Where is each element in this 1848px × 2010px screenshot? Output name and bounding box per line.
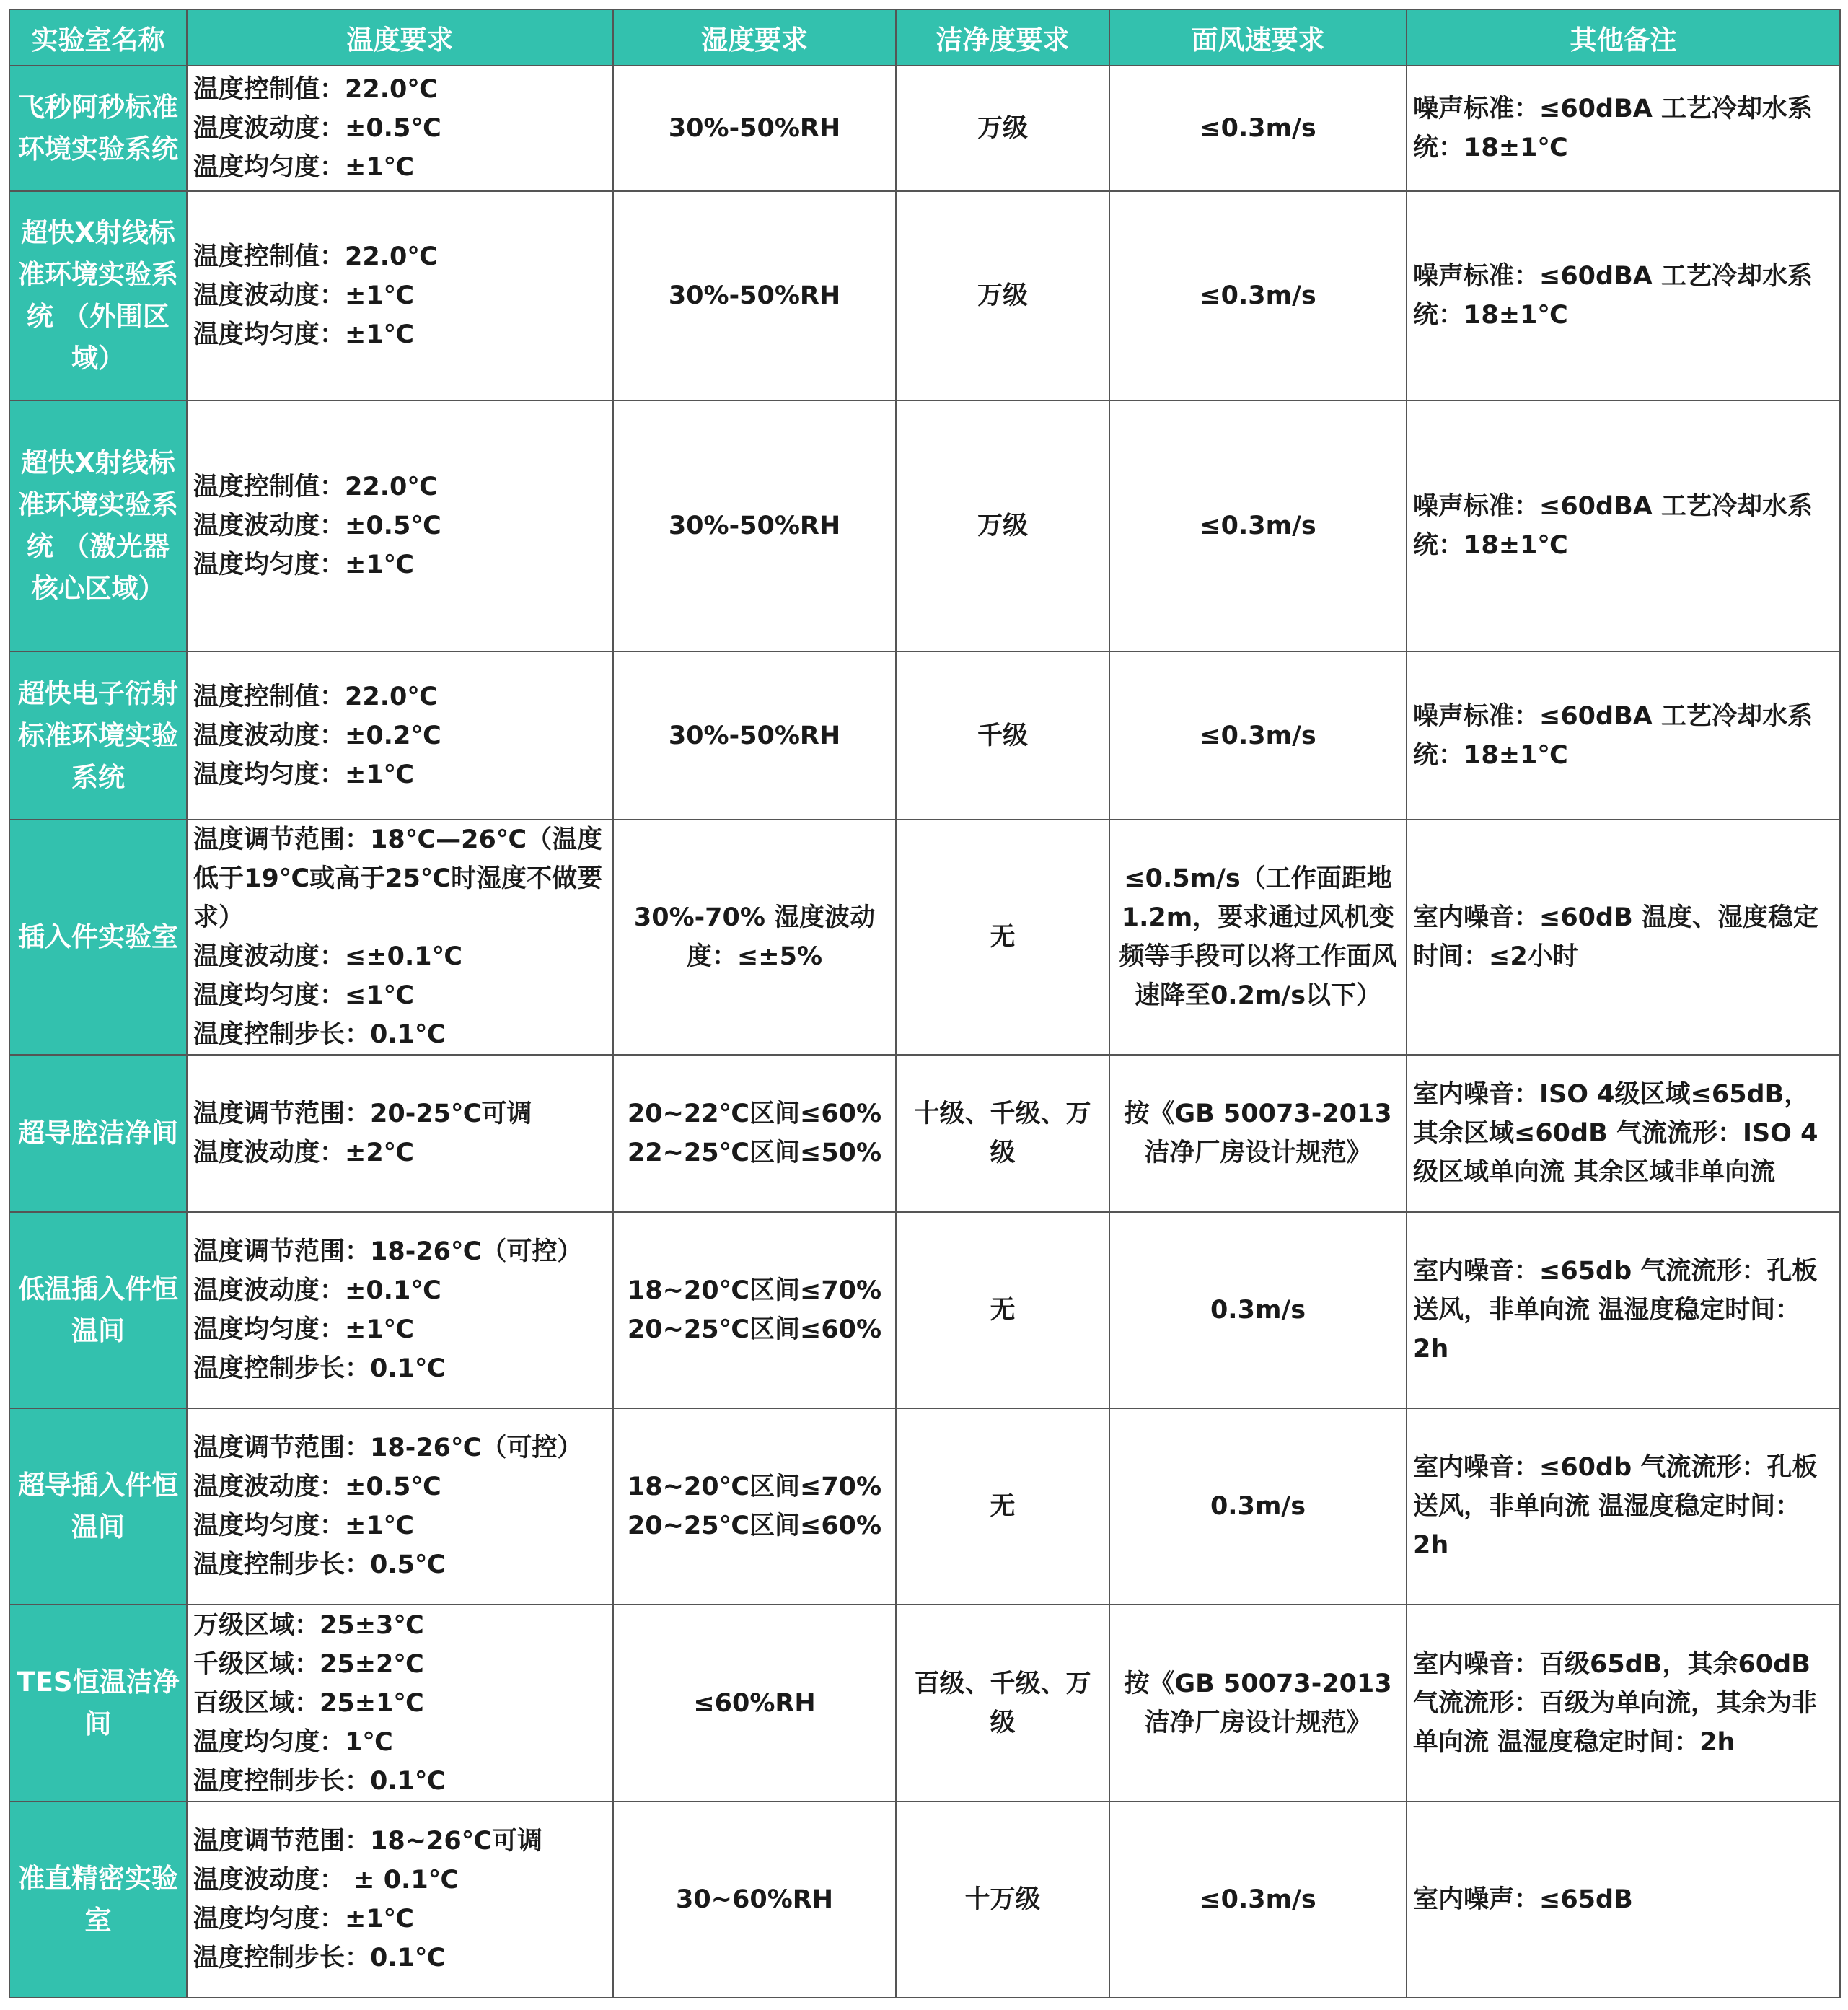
temperature-cell [187,1212,613,1408]
temperature-line: 万级区域：25±3℃ [193,1610,424,1640]
humidity-cell: 30%-50%RH [613,66,896,191]
lab-name-cell: 低温插入件恒温间 [9,1212,187,1408]
lab-name-cell: 超导插入件恒温间 [9,1408,187,1605]
temperature-line: 温度波动度：±0.5℃ [193,1473,441,1501]
humidity-line: 20~25℃区间≤60% [627,1315,882,1344]
header-notes: 其他备注 [1407,9,1840,66]
airspeed-cell: ≤0.3m/s [1109,191,1407,400]
header-lab-name: 实验室名称 [9,9,187,66]
cleanliness-cell: 十万级 [896,1801,1109,1998]
temperature-cell [187,66,613,191]
notes-cell: 室内噪音：ISO 4级区域≤65dB，其余区域≤60dB 气流流形：ISO 4级区域单向流 其余区域非单向流 [1407,1055,1840,1212]
humidity-cell: 30%-50%RH [613,400,896,651]
notes-cell: 噪声标准：≤60dBA 工艺冷却水系统：18±1℃ [1407,191,1840,400]
temperature-line: 温度波动度：±1℃ [193,281,415,310]
notes-cell: 室内噪音：≤60dB 温度、湿度稳定时间：≤2小时 [1407,820,1840,1055]
lab-name-cell: 超快X射线标准环境实验系统 （激光器核心区域） [9,400,187,651]
airspeed-cell: 按《GB 50073-2013洁净厂房设计规范》 [1109,1055,1407,1212]
notes-cell: 室内噪音：百级65dB，其余60dB 气流流形：百级为单向流，其余为非单向流 温湿度稳定时间：2h [1407,1605,1840,1801]
temperature-line: 温度调节范围：20-25℃可调 [193,1100,532,1128]
temperature-line: 温度波动度：±0.2℃ [193,721,441,750]
cleanliness-cell: 万级 [896,191,1109,400]
airspeed-cell: ≤0.3m/s [1109,651,1407,820]
cleanliness-cell: 万级 [896,66,1109,191]
cleanliness-cell: 百级、千级、万级 [896,1605,1109,1801]
cleanliness-cell: 千级 [896,651,1109,820]
airspeed-cell: 0.3m/s [1109,1408,1407,1605]
notes-cell: 室内噪音：≤65db 气流流形：孔板送风，非单向流 温湿度稳定时间：2h [1407,1212,1840,1408]
humidity-line: 18~20℃区间≤70% [627,1473,882,1501]
cleanliness-cell: 十级、千级、万级 [896,1055,1109,1212]
header-cleanliness: 洁净度要求 [896,9,1109,66]
temperature-line: 温度控制值：22.0℃ [193,242,438,271]
cleanliness-cell: 无 [896,1212,1109,1408]
temperature-line: 温度波动度：±0.1℃ [193,1276,441,1305]
airspeed-cell: 0.3m/s [1109,1212,1407,1408]
humidity-cell [613,1212,896,1408]
temperature-line: 温度控制步长：0.1℃ [193,1766,446,1796]
table-row [9,1212,1840,1408]
temperature-cell [187,651,613,820]
temperature-cell [187,400,613,651]
temperature-line: 温度波动度：≤±0.1℃ [193,942,463,971]
temperature-cell [187,1055,613,1212]
lab-name-cell: 超快电子衍射标准环境实验系统 [9,651,187,820]
temperature-line: 温度控制步长：0.5℃ [193,1550,446,1579]
table-row [9,1408,1840,1605]
temperature-line: 温度均匀度：±1℃ [193,1511,415,1540]
notes-cell: 噪声标准：≤60dBA 工艺冷却水系统：18±1℃ [1407,651,1840,820]
lab-name-cell: TES恒温洁净间 [9,1605,187,1801]
temperature-line: 百级区域：25±1℃ [193,1688,424,1718]
temperature-line: 温度调节范围：18~26℃可调 [193,1827,543,1856]
temperature-line: 温度均匀度：±1℃ [193,550,415,579]
temperature-cell [187,820,613,1055]
header-humidity: 湿度要求 [613,9,896,66]
temperature-line: 温度波动度：±2℃ [193,1138,415,1167]
notes-cell: 噪声标准：≤60dBA 工艺冷却水系统：18±1℃ [1407,66,1840,191]
table-row [9,1605,1840,1801]
cleanliness-cell: 万级 [896,400,1109,651]
temperature-line: 温度控制值：22.0℃ [193,473,438,501]
temperature-cell [187,1605,613,1801]
lab-requirements-table [9,9,1841,1998]
temperature-line: 温度均匀度：≤1℃ [193,981,415,1010]
temperature-line: 温度调节范围：18℃—26℃（温度低于19℃或高于25℃时湿度不做要求） [193,825,603,932]
temperature-line: 温度控制步长：0.1℃ [193,1020,446,1049]
notes-cell: 室内噪音：≤60db 气流流形：孔板送风，非单向流 温湿度稳定时间：2h [1407,1408,1840,1605]
header-row [9,9,1840,66]
temperature-line: 温度波动度： ± 0.1℃ [193,1866,459,1895]
cleanliness-cell: 无 [896,1408,1109,1605]
temperature-cell [187,191,613,400]
airspeed-cell: ≤0.3m/s [1109,66,1407,191]
humidity-line: 22~25℃区间≤50% [627,1138,882,1167]
cleanliness-cell: 无 [896,820,1109,1055]
humidity-cell: 30%-50%RH [613,651,896,820]
temperature-line: 温度控制步长：0.1℃ [193,1944,446,1972]
table-row [9,66,1840,191]
lab-name-cell: 飞秒阿秒标准环境实验系统 [9,66,187,191]
temperature-line: 温度调节范围：18-26℃（可控） [193,1434,583,1462]
humidity-cell: ≤60%RH [613,1605,896,1801]
lab-name-cell: 插入件实验室 [9,820,187,1055]
header-airspeed: 面风速要求 [1109,9,1407,66]
temperature-line: 温度均匀度：±1℃ [193,760,415,789]
notes-cell: 噪声标准：≤60dBA 工艺冷却水系统：18±1℃ [1407,400,1840,651]
notes-cell: 室内噪声：≤65dB [1407,1801,1840,1998]
temperature-cell [187,1801,613,1998]
temperature-line: 温度均匀度：1℃ [193,1727,393,1757]
humidity-line: 20~25℃区间≤60% [627,1511,882,1540]
airspeed-cell: ≤0.3m/s [1109,1801,1407,1998]
temperature-line: 温度控制步长：0.1℃ [193,1354,446,1383]
humidity-cell [613,1408,896,1605]
lab-name-cell: 超导腔洁净间 [9,1055,187,1212]
humidity-line: 18~20℃区间≤70% [627,1276,882,1305]
temperature-line: 温度均匀度：±1℃ [193,1905,415,1934]
airspeed-cell: ≤0.3m/s [1109,400,1407,651]
temperature-line: 温度波动度：±0.5℃ [193,114,441,143]
lab-name-cell: 准直精密实验室 [9,1801,187,1998]
temperature-line: 温度控制值：22.0℃ [193,75,438,104]
temperature-line: 千级区域：25±2℃ [193,1649,424,1679]
temperature-line: 温度波动度：±0.5℃ [193,512,441,540]
temperature-line: 温度均匀度：±1℃ [193,320,415,349]
humidity-cell: 30~60%RH [613,1801,896,1998]
table-row [9,191,1840,400]
airspeed-cell: 按《GB 50073-2013洁净厂房设计规范》 [1109,1605,1407,1801]
lab-name-cell: 超快X射线标准环境实验系统 （外围区域） [9,191,187,400]
table-row [9,1055,1840,1212]
table-row [9,1801,1840,1998]
humidity-line: 20~22℃区间≤60% [627,1100,882,1128]
temperature-line: 温度均匀度：±1℃ [193,153,415,182]
temperature-cell [187,1408,613,1605]
table-row [9,820,1840,1055]
humidity-cell: 30%-70% 湿度波动度：≤±5% [613,820,896,1055]
table-row [9,651,1840,820]
temperature-line: 温度控制值：22.0℃ [193,682,438,711]
temperature-line: 温度均匀度：±1℃ [193,1315,415,1344]
humidity-cell [613,1055,896,1212]
header-temperature: 温度要求 [187,9,613,66]
humidity-cell: 30%-50%RH [613,191,896,400]
airspeed-cell: ≤0.5m/s（工作面距地1.2m，要求通过风机变频等手段可以将工作面风速降至0.2m/s以下） [1109,820,1407,1055]
table-row [9,400,1840,651]
temperature-line: 温度调节范围：18-26℃（可控） [193,1237,583,1266]
